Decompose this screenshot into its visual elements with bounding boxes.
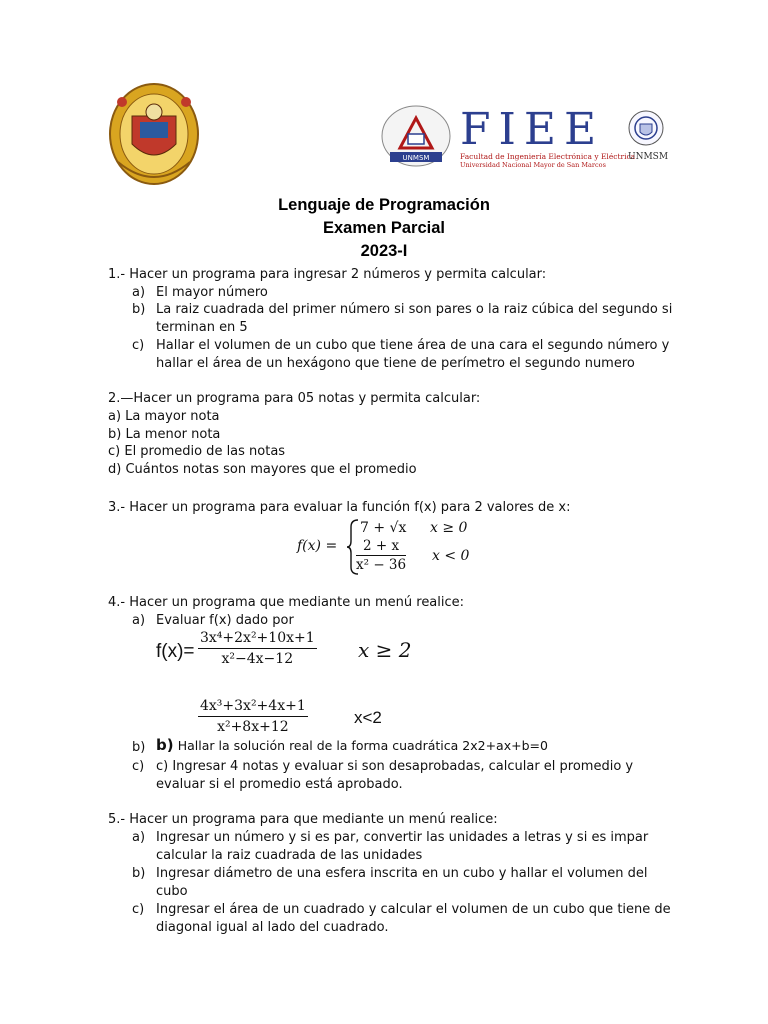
unmsm-crest-icon <box>628 108 664 148</box>
q4-a-label: a) <box>132 613 146 628</box>
q5-item-text: calcular la raiz cuadrada de las unidades <box>156 848 423 863</box>
q5-stem: 5.- Hacer un programa para que mediante un menú realice: <box>108 812 498 827</box>
term-title: 2023-I <box>360 242 408 260</box>
q2-item: d) Cuántos notas son mayores que el promedio <box>108 462 417 477</box>
q4-stem: 4.- Hacer un programa que mediante un menú realice: <box>108 595 465 610</box>
q5-item-text: Ingresar el área de un cuadrado y calcular el volumen de un cubo que tiene de <box>156 902 671 917</box>
q3-function-lhs: f(x) = <box>297 538 338 554</box>
q3-case1-expr: 7 + √x <box>360 520 407 536</box>
exam-title: Examen Parcial <box>323 219 445 237</box>
q1-stem: 1.- Hacer un programa para ingresar 2 números y permita calcular: <box>108 267 547 282</box>
q1-item-text: El mayor número <box>156 285 268 300</box>
q4-f1-fraction <box>198 630 317 667</box>
q4-f1-condition: x ≥ 2 <box>358 638 412 662</box>
q4-c-label: c) <box>132 759 145 774</box>
q4-f2-fraction <box>198 698 308 735</box>
q3-case2-cond: x < 0 <box>432 548 470 564</box>
san-marcos-seal-logo <box>108 82 200 186</box>
q2-stem: 2.—Hacer un programa para 05 notas y permita calcular: <box>108 391 481 406</box>
q3-case2-numerator: 2 + x <box>356 538 406 556</box>
q4-fx-label: f(x)= <box>156 641 195 662</box>
unmsm-label: UNMSM <box>628 152 669 162</box>
q1-item-label: a) <box>132 285 146 300</box>
q4-f2-denominator: x²+8x+12 <box>217 719 289 735</box>
q4-f2-numerator: 4x³+3x²+4x+1 <box>198 698 308 717</box>
q4-f2-condition: x<2 <box>354 708 382 727</box>
fiee-logo <box>380 104 668 168</box>
q4-f1-denominator: x²−4x−12 <box>221 651 294 667</box>
q1-item-label: c) <box>132 338 145 353</box>
q2-item: b) La menor nota <box>108 427 221 442</box>
q4-a-text: Evaluar f(x) dado por <box>156 613 294 628</box>
q5-item-text: Ingresar diámetro de una esfera inscrita en un cubo y hallar el volumen del <box>156 866 648 881</box>
q2-item: c) El promedio de las notas <box>108 444 286 459</box>
q4-c-text: evaluar si el promedio está aprobado. <box>156 777 403 792</box>
q1-item-text: Hallar el volumen de un cubo que tiene área de una cara el segundo número y <box>156 338 670 353</box>
q5-item-text: cubo <box>156 884 188 899</box>
fiee-university-name: Universidad Nacional Mayor de San Marcos <box>460 161 606 169</box>
q5-item-label: c) <box>132 902 145 917</box>
q3-case2-fraction <box>356 538 406 573</box>
emblem-bottom-text: UNMSM <box>402 154 430 162</box>
q4-b-big-label: b) <box>156 736 174 754</box>
q3-case2-denominator: x² − 36 <box>356 557 407 573</box>
q5-item-text: diagonal igual al lado del cuadrado. <box>156 920 389 935</box>
fiee-logo-text: FIEE <box>460 104 605 155</box>
q4-b-text: Hallar la solución real de la forma cuadrática 2x2+ax+b=0 <box>177 738 548 753</box>
q4-b-label: b) <box>132 740 146 755</box>
q5-item-label: a) <box>132 830 146 845</box>
q5-item-text: Ingresar un número y si es par, convertir las unidades a letras y si es impar <box>156 830 649 845</box>
q1-item-text: La raiz cuadrada del primer número si son pares o la raiz cúbica del segundo si <box>156 302 673 317</box>
fiee-faculty-name: Facultad de Ingeniería Electrónica y Eléctrica <box>460 152 636 161</box>
fiee-emblem-icon <box>380 104 452 168</box>
q1-item-text: terminan en 5 <box>156 320 248 335</box>
q4-b-line <box>156 737 548 755</box>
q2-item: a) La mayor nota <box>108 409 220 424</box>
q5-item-label: b) <box>132 866 146 881</box>
course-title: Lenguaje de Programación <box>278 196 490 214</box>
q1-item-label: b) <box>132 302 146 317</box>
q3-stem: 3.- Hacer un programa para evaluar la función f(x) para 2 valores de x: <box>108 500 571 515</box>
q1-item-text: hallar el área de un hexágono que tiene de perímetro el segundo numero <box>156 356 635 371</box>
q4-c-text: c) Ingresar 4 notas y evaluar si son desaprobadas, calcular el promedio y <box>156 759 634 774</box>
q4-f1-numerator: 3x⁴+2x²+10x+1 <box>198 630 317 649</box>
q3-case1-cond: x ≥ 0 <box>430 520 468 536</box>
